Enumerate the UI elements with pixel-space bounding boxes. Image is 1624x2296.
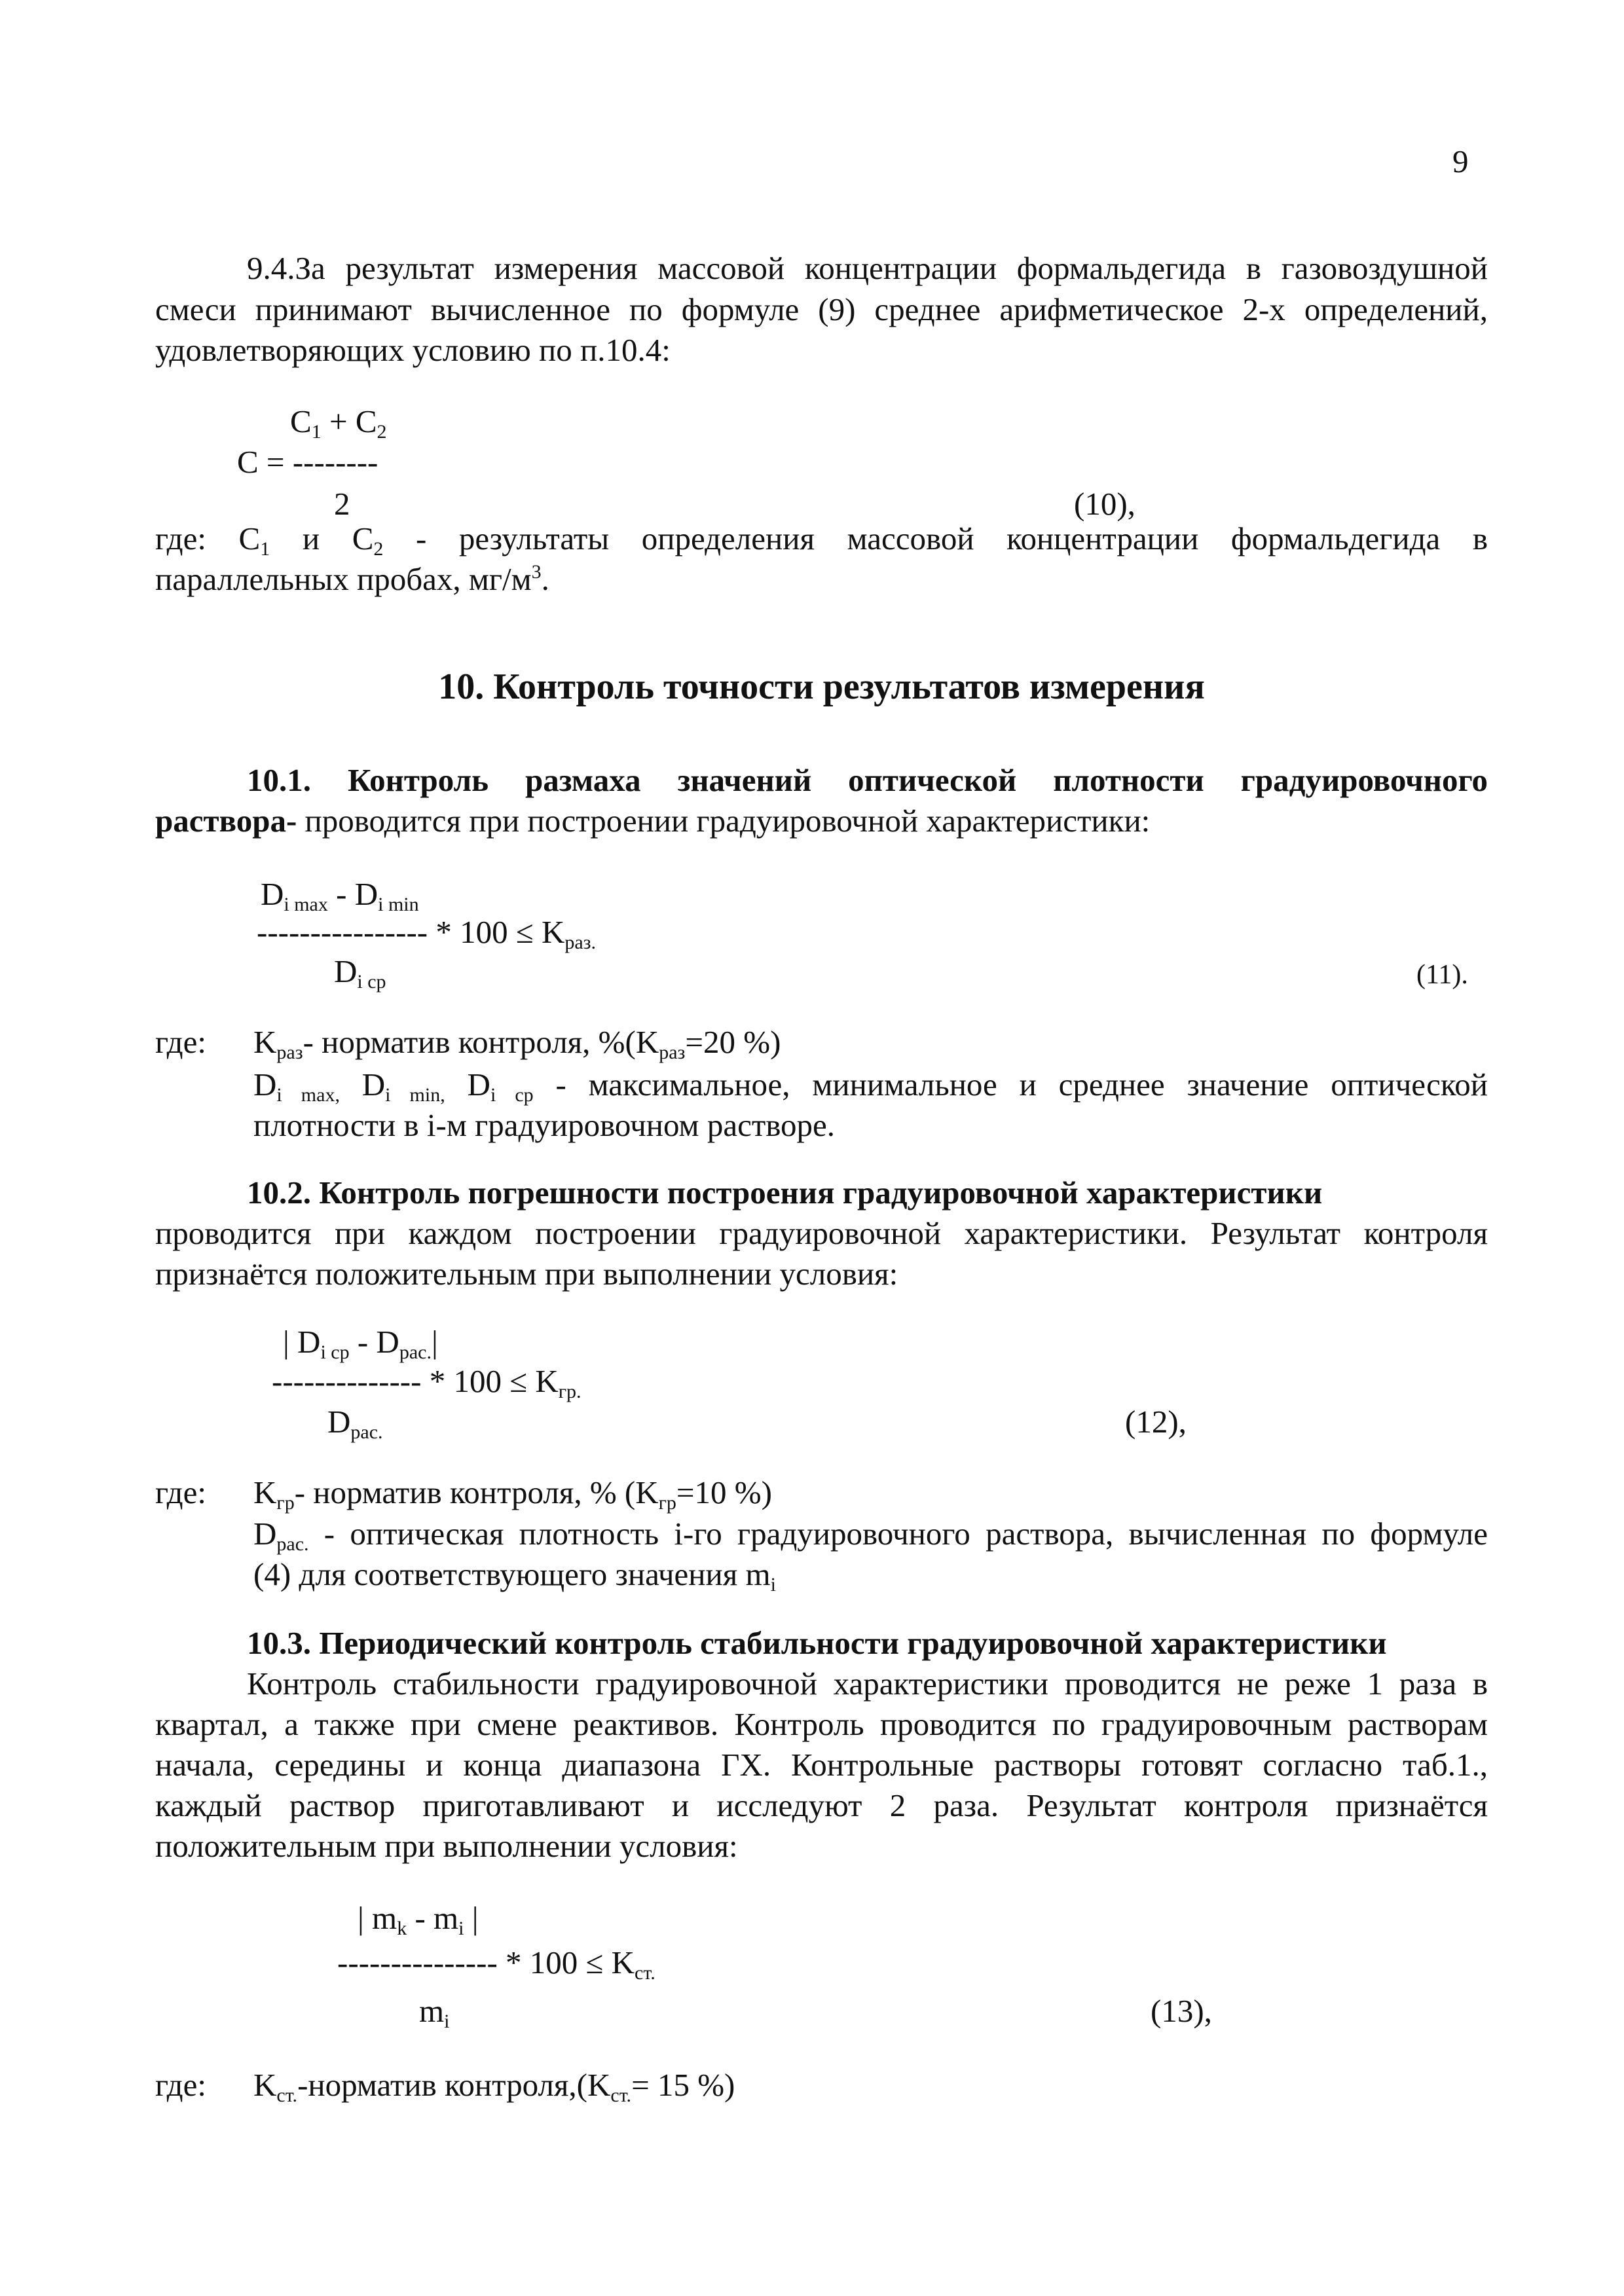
section-10-1-heading: 10.1. Контроль размаха значений оптической плотности градуировочного: [247, 762, 1488, 798]
formula-12-number: (12),: [1125, 1404, 1187, 1440]
formula-11-where-line-3: плотности в i-м градуировочном растворе.: [253, 1107, 836, 1143]
section-10-2-line-1: проводится при каждом построении градуировочной характеристики. Результат контроля: [155, 1215, 1488, 1251]
section-10-3-line-3: начала, середины и конца диапазона ГХ. Контрольные растворы готовят согласно таб.1.,: [155, 1747, 1488, 1783]
paragraph-9-4-line-3: удовлетворяющих условию по п.10.4:: [155, 332, 671, 368]
section-10-3-line-5: положительным при выполнении условия:: [155, 1828, 738, 1864]
formula-10-numerator: $C_1 + C_2$: [290, 403, 387, 443]
formula-13-number: (13),: [1151, 1993, 1212, 2029]
section-10-title: 10. Контроль точности результатов измерения: [438, 666, 1205, 707]
formula-13-numerator: | $m_k - m_i$ |: [358, 1900, 479, 1939]
formula-13-denominator: $m_i$: [419, 1993, 450, 2032]
formula-11-where-line-1: $K_{раз}-$ норматив контроля, $\%(K_{раз}=20$ %): [253, 1024, 781, 1063]
formula-11-where-label: где:: [155, 1024, 206, 1060]
section-10-1-heading-line-2: раствора- проводится при построении градуировочной характеристики:: [155, 803, 1151, 839]
formula-12-numerator: | $D_{i ср} - D_{рас.}|$: [283, 1324, 438, 1363]
paragraph-9-4-line-2: смеси принимают вычисленное по формуле (9) среднее арифметическое 2-х определений,: [155, 291, 1488, 327]
page-number: 9: [1452, 143, 1469, 179]
formula-12-where-line-3: (4) для соответствующего значения $m_i$: [253, 1556, 776, 1595]
formula-13-where-line-1: $K_{ст.}$-норматив $контроля,(K_{ст.}= 15$ %): [253, 2067, 735, 2106]
formula-13-fraction-line: --------------- * $100 \le K_{ст.}$: [337, 1944, 655, 1984]
section-10-3-line-1: Контроль стабильности градуировочной характеристики проводится не реже 1 раза в: [247, 1666, 1488, 1702]
section-10-3-line-2: квартал, а также при смене реактивов. Контроль проводится по градуировочным растворам: [155, 1706, 1488, 1742]
formula-11-fraction-line: ---------------- * $100 \le K_{раз.}$: [257, 914, 597, 953]
formula-12-where-line-2: $D_{рас.}$ - оптическая плотность i-го градуировочного раствора, вычисленная по формуле: [253, 1516, 1488, 1555]
section-10-3-heading: 10.3. Периодический контроль стабильности градуировочной характеристики: [247, 1625, 1387, 1661]
formula-12-denominator: $D_{рас.}$: [327, 1404, 383, 1443]
formula-10-where-line-1: где: $C_1$ и $C_2$ - результаты определения массовой концентрации формальдегида в: [155, 520, 1488, 560]
section-10-3-line-4: каждый раствор приготавливают и исследуют 2 раза. Результат контроля признаётся: [155, 1787, 1488, 1823]
formula-11-number: (11).: [1416, 960, 1468, 990]
section-10-2-heading: 10.2. Контроль погрешности построения градуировочной характеристики: [247, 1175, 1323, 1211]
paragraph-9-4-line-1: 9.4.За результат измерения массовой концентрации формальдегида в газовоздушной: [247, 250, 1488, 286]
formula-10-c1: C: [290, 403, 312, 439]
formula-10-number: (10),: [1074, 486, 1135, 522]
formula-13-where-label: где:: [155, 2067, 206, 2103]
formula-10-lhs: C = --------: [237, 444, 378, 480]
section-10-2-line-2: признаётся положительным при выполнении условия:: [155, 1256, 898, 1292]
formula-12-where-line-1: $K_{гр}-$ норматив контроля, % ($K_{гр}=10$ %): [253, 1474, 772, 1514]
formula-12-fraction-line: -------------- * $100 \le K_{гр.}$: [272, 1363, 581, 1402]
formula-10-where-line-2: параллельных пробах, $мг/м^3$.: [155, 561, 549, 597]
formula-11-numerator: $D_{i max} - D_{i min}$: [261, 876, 419, 915]
formula-11-denominator: $D_{i ср}$: [334, 953, 386, 993]
formula-12-where-label: где:: [155, 1474, 206, 1510]
formula-11-where-line-2: $D_{i max,}$ $D_{i min,}$ $D_{i ср}$ - максимальное, минимальное и среднее значение оптической: [253, 1066, 1488, 1106]
formula-10-denominator: 2: [334, 486, 350, 522]
